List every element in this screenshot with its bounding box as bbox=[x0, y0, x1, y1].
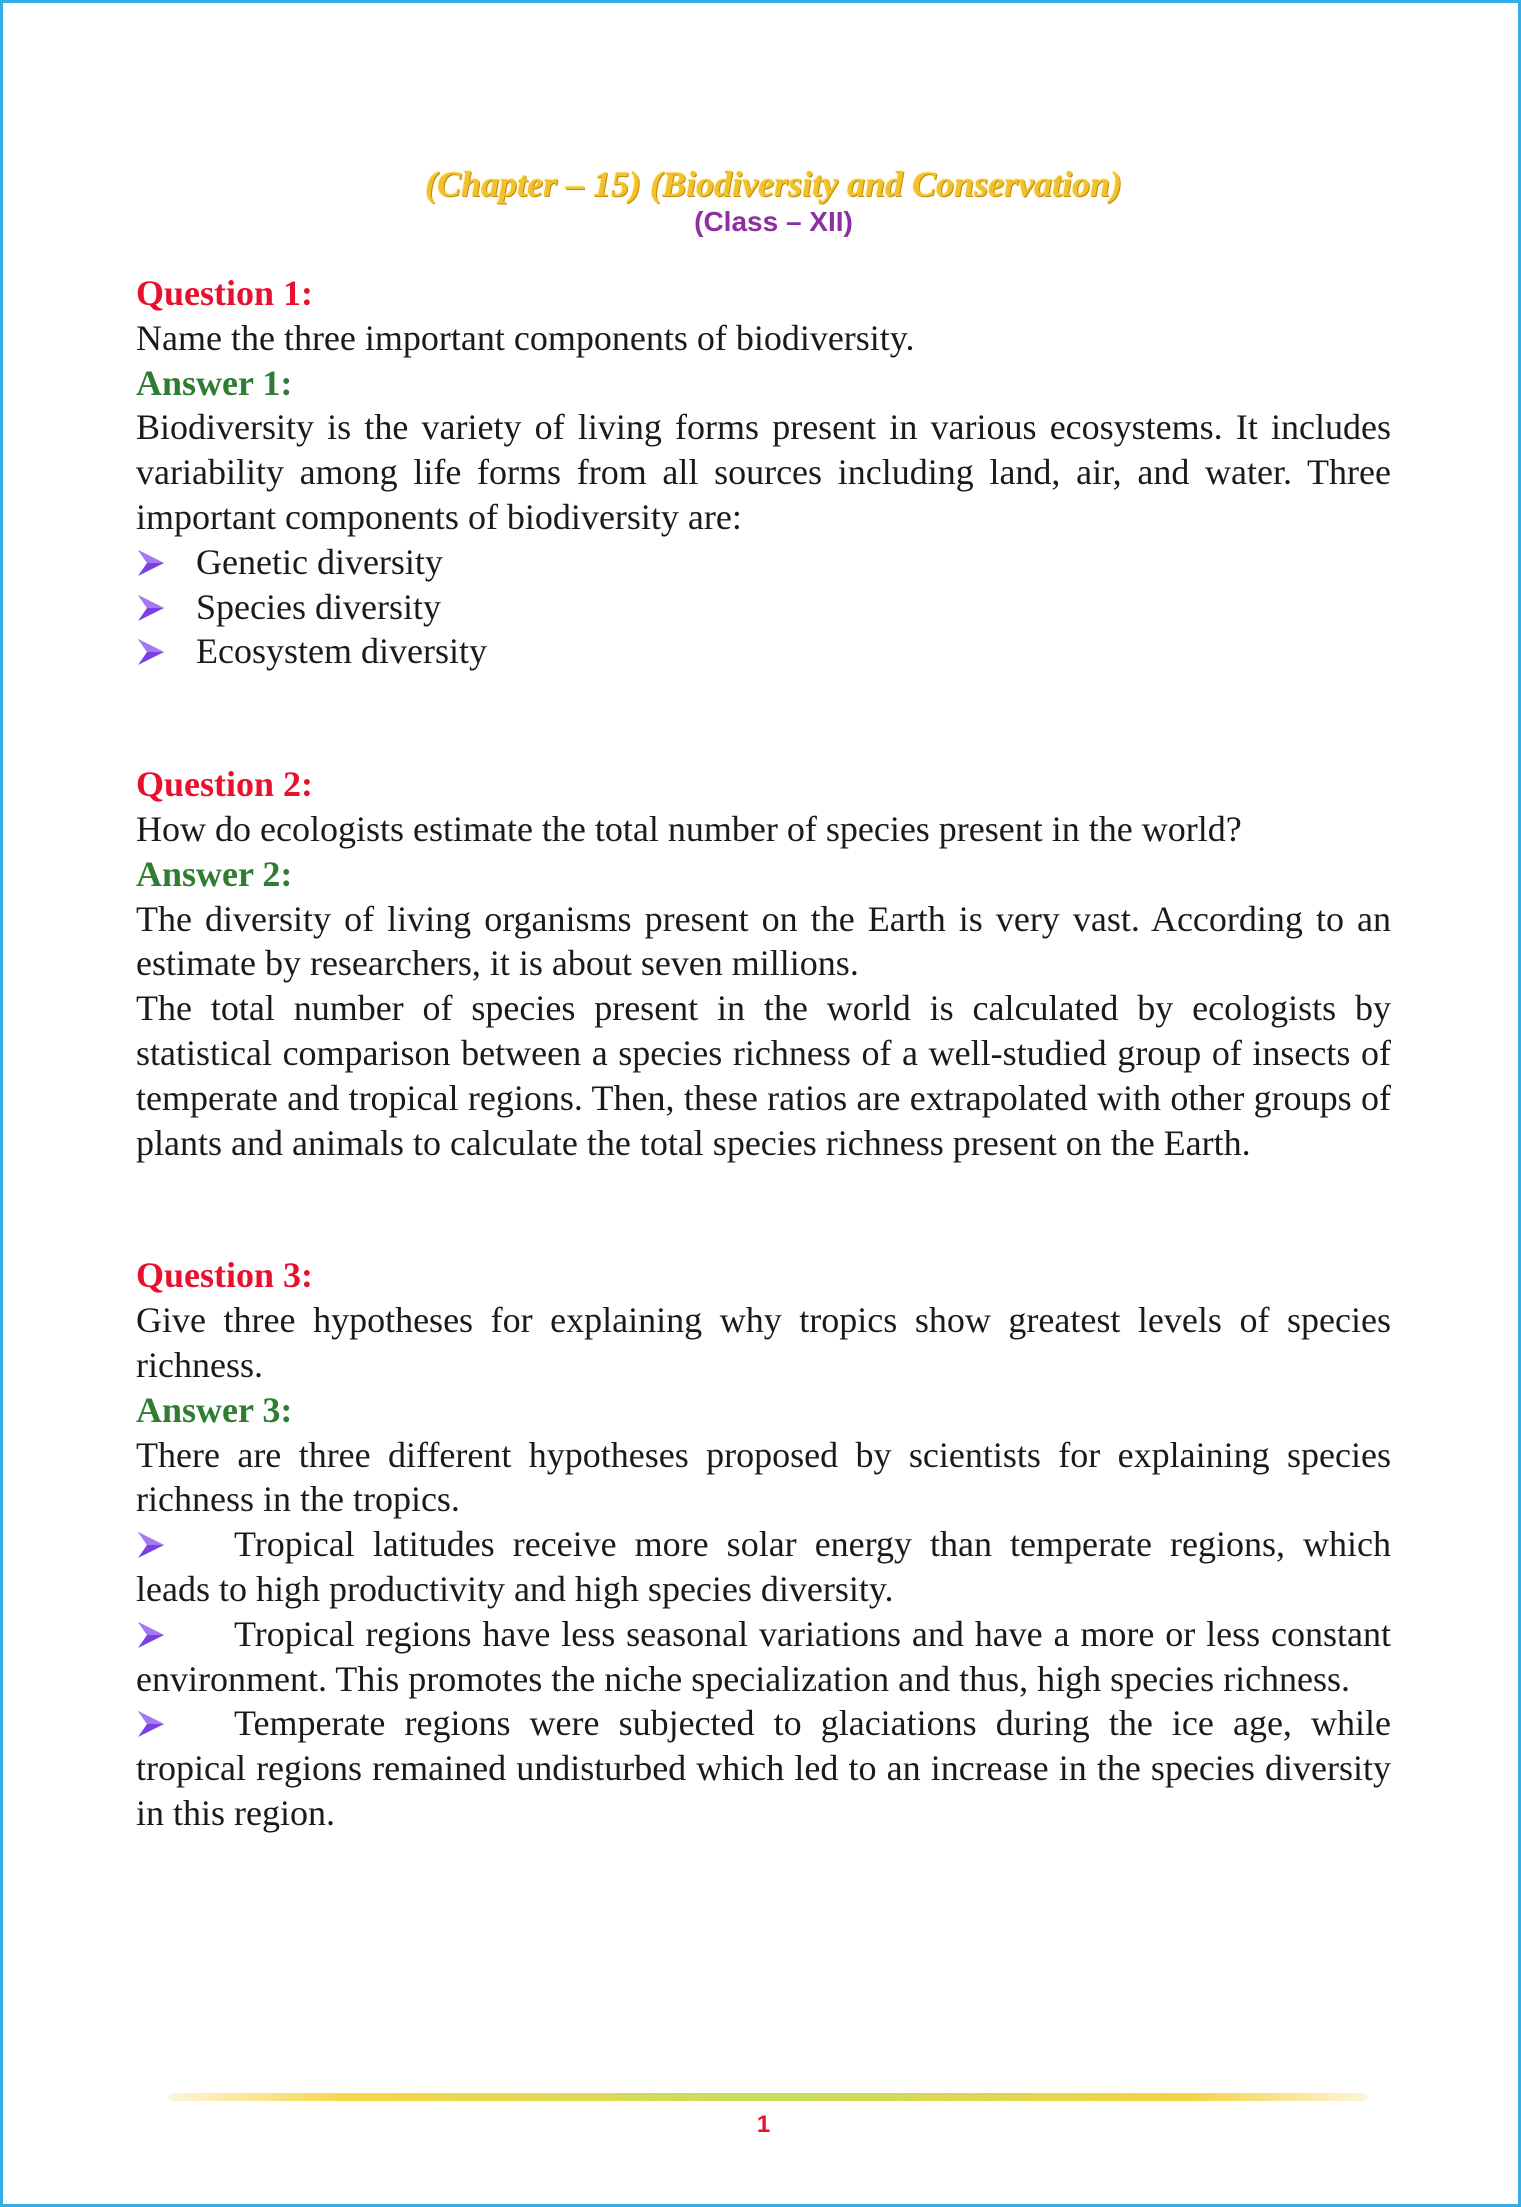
list-item bbox=[136, 540, 1391, 585]
list-item bbox=[136, 585, 1391, 630]
hypothesis-text: Tropical regions have less seasonal variations and have a more or less constant environment. This promotes the niche specialization and thus, high species richness. bbox=[136, 1613, 1391, 1699]
answer-2-paragraph-2: The total number of species present in the world is calculated by ecologists by statistical comparison between a species richness of a well-studied group of insects of temperate and tropical regions. Then, these ratios are extrapolated with other groups of plants and animals to calculate the total species richness present on the Earth. bbox=[136, 988, 1391, 1163]
question-3-label: Question 3: bbox=[136, 1255, 314, 1296]
question-1-block bbox=[136, 271, 1391, 674]
question-2-block bbox=[136, 762, 1391, 1165]
arrow-bullet-icon bbox=[136, 637, 166, 667]
arrow-bullet-icon bbox=[136, 1530, 166, 1560]
arrow-bullet-icon bbox=[136, 1620, 166, 1650]
hypothesis-item bbox=[136, 1522, 1391, 1612]
question-3-text: Give three hypotheses for explaining why tropics show greatest levels of species richness. bbox=[136, 1300, 1391, 1385]
hypothesis-item bbox=[136, 1701, 1391, 1835]
answer-1-label: Answer 1: bbox=[136, 362, 293, 403]
answer-2-label: Answer 2: bbox=[136, 853, 293, 894]
class-subtitle: (Class – XII) bbox=[694, 206, 853, 237]
hypothesis-text: Tropical latitudes receive more solar energy than temperate regions, which leads to high productivity and high species diversity. bbox=[136, 1524, 1391, 1609]
answer-1-bullet-list bbox=[136, 540, 1391, 674]
answer-3-label: Answer 3: bbox=[136, 1389, 293, 1430]
bullet-text: Species diversity bbox=[196, 586, 441, 627]
footer-divider bbox=[168, 2093, 1368, 2101]
page-content bbox=[136, 163, 1391, 1836]
bullet-text: Ecosystem diversity bbox=[196, 631, 487, 672]
answer-1-text: Biodiversity is the variety of living forms present in various ecosystems. It includes variability among life forms from all sources including land, air, and water. Three important components of biodiversity are: bbox=[136, 407, 1391, 537]
question-3-block bbox=[136, 1253, 1391, 1835]
section-spacer bbox=[136, 674, 1391, 762]
arrow-bullet-icon bbox=[136, 1709, 166, 1739]
hypothesis-text: Temperate regions were subjected to glaciations during the ice age, while tropical regions remained undisturbed which led to an increase in the species diversity in this region. bbox=[136, 1703, 1391, 1833]
arrow-bullet-icon bbox=[136, 593, 166, 623]
bullet-text: Genetic diversity bbox=[196, 541, 443, 582]
hypothesis-item bbox=[136, 1612, 1391, 1702]
section-spacer bbox=[136, 1165, 1391, 1253]
question-1-label: Question 1: bbox=[136, 273, 314, 313]
question-2-text: How do ecologists estimate the total number of species present in the world? bbox=[136, 808, 1242, 849]
question-1-text: Name the three important components of biodiversity. bbox=[136, 317, 915, 358]
page-number: 1 bbox=[756, 2111, 771, 2138]
question-2-label: Question 2: bbox=[136, 764, 314, 805]
answer-3-intro: There are three different hypotheses proposed by scientists for explaining species richness in the tropics. bbox=[136, 1434, 1391, 1520]
answer-2-paragraph-1: The diversity of living organisms present on the Earth is very vast. According to an estimate by researchers, it is about seven millions. bbox=[136, 898, 1391, 984]
arrow-bullet-icon bbox=[136, 548, 166, 578]
list-item bbox=[136, 629, 1391, 674]
chapter-title: (Chapter – 15) (Biodiversity and Conservation) bbox=[424, 164, 1122, 204]
